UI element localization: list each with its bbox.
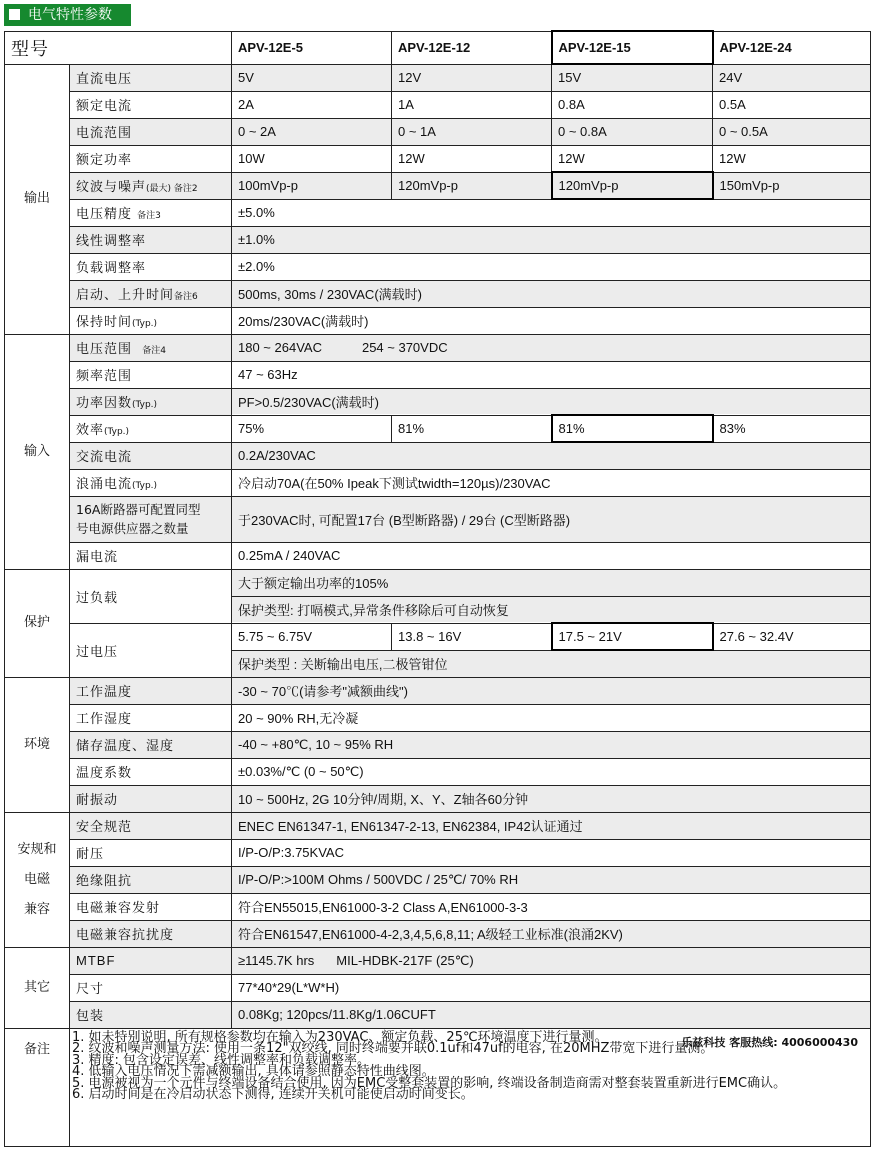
cell: 保护类型 : 关断输出电压,二极管钳位 [232,650,871,677]
cell: ±5.0% [232,199,871,226]
cell: 77*40*29(L*W*H) [232,974,871,1001]
spec-table [4,30,871,1147]
note-line: 6. 启动时间是在冷启动状态下测得, 连续开关机可能使启动时间变长。 [72,1087,474,1103]
cell: 120mVp-p [392,172,552,199]
value-b: MIL-HDBK-217F (25℃) [336,952,474,968]
table-row [5,785,871,812]
table-row [5,280,871,307]
table-row [5,677,871,704]
label-line: 号电源供应器之数量 [76,521,189,536]
table-row [5,812,871,839]
row-label: 漏电流 [70,542,232,569]
label-text: 启动、上升时间 [76,288,175,303]
cell: 120mVp-p [552,172,713,199]
row-label [70,388,232,415]
row-label [70,415,232,442]
note-line: 3. 精度: 包含设定误差、线性调整率和负载调整率。 [72,1052,371,1068]
row-label: 过负载 [70,569,232,623]
cell: 符合EN55015,EN61000-3-2 Class A,EN61000-3-3 [232,893,871,920]
cell: ±0.03%/℃ (0 ~ 50℃) [232,758,871,785]
table-row [5,199,871,226]
model-name: APV-12E-15 [552,31,713,64]
note-line: 5. 电源被视为一个元件与终端设备结合使用, 因为EMC受整套装置的影响, 终端设备制造商需对整套装置重新进行EMC确认。 [72,1075,787,1091]
note-line: 1. 如未特别说明, 所有规格参数均在输入为230VAC、额定负载、25℃环境温度下进行量测。 [72,1029,608,1045]
cell: 75% [232,415,392,442]
row-label: 包装 [70,1001,232,1028]
table-row [5,947,871,974]
cell [232,947,871,974]
section-header [4,4,131,26]
group-output: 输出 [5,64,70,334]
cell: 5V [232,64,392,91]
row-label: 绝缘阻抗 [70,866,232,893]
cell: 0.25mA / 240VAC [232,542,871,569]
row-label: 耐振动 [70,785,232,812]
cell: I/P-O/P:3.75KVAC [232,839,871,866]
notes-cell [70,1028,871,1146]
cell: 20ms/230VAC(满载时) [232,307,871,334]
group-notes: 备注 [5,1028,70,1146]
cell: 0 ~ 0.5A [713,118,871,145]
table-row [5,307,871,334]
cell: 81% [552,415,713,442]
cell: ±1.0% [232,226,871,253]
label-text: 功率因数 [76,396,133,411]
row-label: 尺寸 [70,974,232,1001]
table-row [5,64,871,91]
cell: 500ms, 30ms / 230VAC(满载时) [232,280,871,307]
row-label [70,496,232,542]
table-row [5,415,871,442]
row-label: 安全规范 [70,812,232,839]
cell: 100mVp-p [232,172,392,199]
row-label: 电磁兼容抗扰度 [70,920,232,947]
table-row [5,1001,871,1028]
notes-row [5,1028,871,1146]
table-row [5,469,871,496]
cell: 0 ~ 2A [232,118,392,145]
cell: 12V [392,64,552,91]
label-text: 浪涌电流 [76,477,133,492]
row-label: 额定功率 [70,145,232,172]
row-label: 耐压 [70,839,232,866]
table-row [5,758,871,785]
model-name: APV-12E-12 [392,31,552,64]
cell: 10 ~ 500Hz, 2G 10分钟/周期, X、Y、Z轴各60分钟 [232,785,871,812]
cell: 17.5 ~ 21V [552,623,713,650]
row-label: 线性调整率 [70,226,232,253]
row-label: 过电压 [70,623,232,677]
row-label [70,334,232,361]
label-text: 保持时间 [76,315,133,330]
cell: 0.5A [713,91,871,118]
table-row [5,145,871,172]
group-others: 其它 [5,947,70,1028]
cell: 47 ~ 63Hz [232,361,871,388]
label-line: 16A断路器可配置同型 [76,502,201,517]
cell: 12W [713,145,871,172]
cell: 15V [552,64,713,91]
cell [232,334,871,361]
square-icon [9,9,20,20]
cell: 0.2A/230VAC [232,442,871,469]
cell: 27.6 ~ 32.4V [713,623,871,650]
label-note: 备注3 [137,211,161,221]
value-a: ≥1145.7K hrs [238,952,315,968]
label-note: 备注6 [174,292,198,302]
label-text: 电压范围 [76,342,133,357]
cell: 0 ~ 0.8A [552,118,713,145]
cell: ENEC EN61347-1, EN61347-2-13, EN62384, IP42认证通过 [232,812,871,839]
group-protection: 保护 [5,569,70,677]
row-label: MTBF [70,947,232,974]
table-row [5,542,871,569]
group-line: 电磁 [23,871,50,887]
label-note: (最大) 备注2 [146,184,198,194]
row-label: 工作温度 [70,677,232,704]
table-row [5,893,871,920]
cell: 12W [392,145,552,172]
cell: 1A [392,91,552,118]
model-name: APV-12E-24 [713,31,871,64]
table-row [5,118,871,145]
cell: 0.8A [552,91,713,118]
label-note: (Typ.) [132,400,158,410]
table-row [5,974,871,1001]
row-label: 电磁兼容发射 [70,893,232,920]
group-input: 输入 [5,334,70,569]
row-label [70,199,232,226]
label-note: (Typ.) [104,427,130,437]
table-row [5,226,871,253]
label-note: 备注4 [142,346,167,356]
row-label: 额定电流 [70,91,232,118]
cell: -30 ~ 70℃(请参考"减额曲线") [232,677,871,704]
section-title: 电气特性参数 [28,7,112,23]
table-row [5,704,871,731]
row-label [70,280,232,307]
cell: 10W [232,145,392,172]
table-row [5,388,871,415]
table-row [5,731,871,758]
label-note: (Typ.) [132,319,158,329]
label-note: (Typ.) [132,481,158,491]
table-row [5,172,871,199]
cell: -40 ~ +80℃, 10 ~ 95% RH [232,731,871,758]
cell: ±2.0% [232,253,871,280]
table-row [5,496,871,542]
cell: 于230VAC时, 可配置17台 (B型断路器) / 29台 (C型断路器) [232,496,871,542]
table-row [5,361,871,388]
cell: 符合EN61547,EN61000-4-2,3,4,5,6,8,11; A级轻工业标准(浪涌2KV) [232,920,871,947]
cell: 大于额定输出功率的105% [232,569,871,596]
cell: I/P-O/P:>100M Ohms / 500VDC / 25℃/ 70% RH [232,866,871,893]
cell: 0 ~ 1A [392,118,552,145]
row-label: 工作湿度 [70,704,232,731]
cell: 24V [713,64,871,91]
model-row [5,31,871,64]
note-line: 2. 纹波和噪声测量方法: 使用一条12"双绞线, 同时终端要并联0.1uf和47uf的电容, 在20MHZ带宽下进行量测。 [72,1041,714,1057]
table-row [5,839,871,866]
value-dc: 254 ~ 370VDC [361,340,448,355]
group-line: 兼容 [23,901,50,917]
table-row [5,623,871,650]
cell: 5.75 ~ 6.75V [232,623,392,650]
row-label: 电流范围 [70,118,232,145]
model-label: 型号 [5,31,232,64]
label-text: 效率 [76,423,105,438]
cell: 冷启动70A(在50% Ipeak下测试twidth=120µs)/230VAC [232,469,871,496]
row-label: 直流电压 [70,64,232,91]
value-ac: 180 ~ 264VAC [238,340,322,355]
group-safety-emc [5,812,70,947]
cell: 12W [552,145,713,172]
cell: 13.8 ~ 16V [392,623,552,650]
cell: 81% [392,415,552,442]
table-row [5,569,871,596]
cell: 83% [713,415,871,442]
cell: 0.08Kg; 120pcs/11.8Kg/1.06CUFT [232,1001,871,1028]
row-label: 负载调整率 [70,253,232,280]
cell: PF>0.5/230VAC(满载时) [232,388,871,415]
row-label [70,307,232,334]
label-text: 电压精度 [76,207,133,222]
row-label: 频率范围 [70,361,232,388]
row-label [70,172,232,199]
table-row [5,442,871,469]
model-name: APV-12E-5 [232,31,392,64]
cell: 2A [232,91,392,118]
row-label: 储存温度、湿度 [70,731,232,758]
group-line: 安规和 [17,841,57,857]
label-text: 纹波与噪声 [76,180,147,195]
group-environment: 环境 [5,677,70,812]
hotline-text: 乐兹科技 客服热线: 4006000430 [681,1035,858,1049]
table-row [5,334,871,361]
table-row [5,91,871,118]
cell: 150mVp-p [713,172,871,199]
row-label: 温度系数 [70,758,232,785]
row-label: 交流电流 [70,442,232,469]
row-label [70,469,232,496]
table-row [5,920,871,947]
note-line: 4. 低输入电压情况下需减额输出, 具体请参照静态特性曲线图。 [72,1064,435,1080]
table-row [5,866,871,893]
table-row [5,253,871,280]
cell: 20 ~ 90% RH,无冷凝 [232,704,871,731]
cell: 保护类型: 打嗝模式,异常条件移除后可自动恢复 [232,596,871,623]
